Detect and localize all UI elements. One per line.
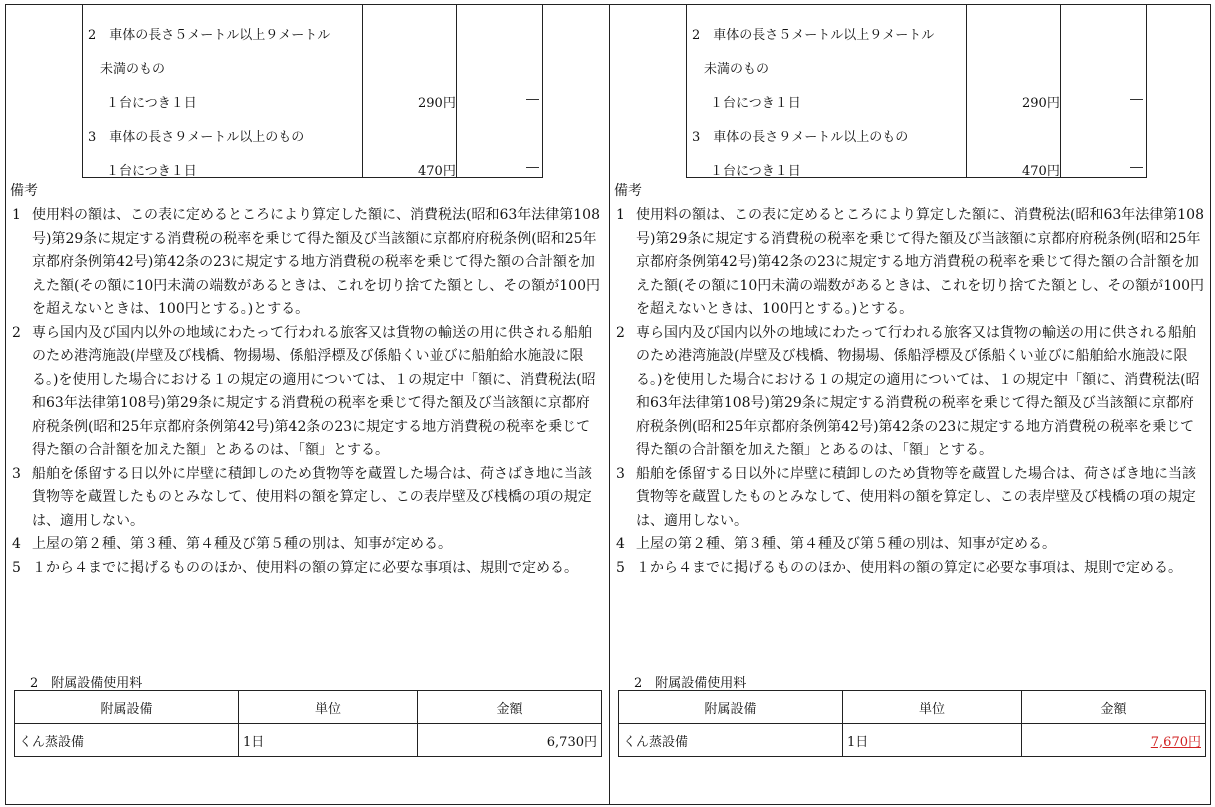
note-item bbox=[614, 322, 1204, 463]
note-number: 2 bbox=[12, 324, 21, 341]
note-item bbox=[614, 557, 1204, 581]
amount-cell-revised bbox=[1022, 724, 1206, 757]
column-header: 附属設備 bbox=[15, 691, 239, 724]
note-number: 4 bbox=[12, 536, 21, 552]
notes-list bbox=[10, 204, 600, 580]
table-row bbox=[15, 724, 602, 757]
note-text: １から４までに掲げるもののほか、使用料の額の算定に必要な事項は、規則で定める。 bbox=[32, 559, 578, 576]
table-header-row bbox=[619, 691, 1206, 724]
note-number: 3 bbox=[616, 465, 625, 482]
table-header-row bbox=[15, 691, 602, 724]
notes-title: 備考 bbox=[614, 183, 642, 199]
section-heading: 2 附属設備使用料 bbox=[634, 676, 747, 691]
note-item bbox=[614, 533, 1204, 557]
dash-mark: ― bbox=[1130, 160, 1143, 175]
dash-mark: ― bbox=[526, 160, 539, 175]
fee-line: １台につき１日 bbox=[106, 164, 197, 179]
note-text: 使用料の額は、この表に定めるところにより算定した額に、消費税法(昭和63年法律第108号)第29条に規定する消費税の税率を乗じて得た額及び当該額に京都府府税条例(昭和25年京都府条例第42号)第42条の23に規定する地方消費税の税率を乗じて得た額の合計額を加えた額(その額に10円未満の端数があるときは、これを切り捨てた額とし、その額が100円を超えないときは、100円とする。)とする。 bbox=[32, 207, 600, 317]
fee-price: 290円 bbox=[418, 96, 456, 111]
note-number: 2 bbox=[616, 324, 625, 341]
unit-cell: 1日 bbox=[239, 724, 418, 757]
facility-cell: くん蒸設備 bbox=[15, 724, 239, 757]
note-item bbox=[10, 204, 600, 322]
facility-cell: くん蒸設備 bbox=[619, 724, 843, 757]
table-border bbox=[966, 4, 967, 178]
note-text: 上屋の第２種、第３種、第４種及び第５種の別は、知事が定める。 bbox=[636, 536, 1056, 552]
fee-line: 3 車体の長さ９メートル以上のもの bbox=[692, 130, 909, 145]
notes-title: 備考 bbox=[10, 183, 38, 199]
note-number: 5 bbox=[616, 559, 625, 576]
note-number: 4 bbox=[616, 536, 625, 552]
note-item bbox=[10, 533, 600, 557]
table-border bbox=[1060, 4, 1061, 178]
right-column bbox=[614, 4, 1214, 804]
notes-list bbox=[614, 204, 1204, 580]
equipment-fee-table bbox=[618, 690, 1206, 757]
fee-line: 2 車体の長さ５メートル以上９メートル bbox=[692, 28, 935, 43]
table-border bbox=[362, 4, 363, 178]
note-text: 専ら国内及び国内以外の地域にわたって行われる旅客又は貨物の輸送の用に供される船舶のため港湾施設(岸壁及び桟橋、物揚場、係船浮標及び係船くい並びに船舶給水施設に限る。)を使用した場合における１の規定の適用については、１の規定中「額に、消費税法(昭和63年法律第108号)第29条に規定する消費税の税率を乗じて得た額及び当該額に京都府府税条例(昭和25年京都府条例第42号)第42条の23に規定する地方消費税の税率を乗じて得た額の合計額を加えた額」とあるのは、「額」とする。 bbox=[32, 324, 596, 458]
fee-line: 未満のもの bbox=[100, 62, 166, 77]
fee-line: １台につき１日 bbox=[710, 164, 801, 179]
unit-cell: 1日 bbox=[843, 724, 1022, 757]
fee-price: 470円 bbox=[418, 164, 456, 179]
section-heading: 2 附属設備使用料 bbox=[30, 676, 143, 691]
note-number: 3 bbox=[12, 465, 21, 482]
table-border bbox=[1146, 4, 1147, 178]
column-header: 単位 bbox=[239, 691, 418, 724]
note-item bbox=[10, 557, 600, 581]
note-text: １から４までに掲げるもののほか、使用料の額の算定に必要な事項は、規則で定める。 bbox=[636, 559, 1182, 576]
column-header: 単位 bbox=[843, 691, 1022, 724]
table-border bbox=[456, 4, 457, 178]
column-header: 金額 bbox=[1022, 691, 1206, 724]
fee-line: １台につき１日 bbox=[710, 96, 801, 111]
amount-cell: 6,730円 bbox=[418, 724, 602, 757]
equipment-fee-table bbox=[14, 690, 602, 757]
fee-line: 3 車体の長さ９メートル以上のもの bbox=[88, 130, 305, 145]
note-text: 上屋の第２種、第３種、第４種及び第５種の別は、知事が定める。 bbox=[32, 536, 452, 552]
fee-line: 2 車体の長さ５メートル以上９メートル bbox=[88, 28, 331, 43]
note-item bbox=[614, 204, 1204, 322]
table-border bbox=[82, 4, 83, 178]
table-row bbox=[619, 724, 1206, 757]
fee-price: 290円 bbox=[1022, 96, 1060, 111]
dash-mark: ― bbox=[526, 92, 539, 107]
note-text: 船舶を係留する日以外に岸壁に積卸しのため貨物等を蔵置した場合は、荷さばき地に当該貨物等を蔵置したものとみなして、使用料の額を算定し、この表岸壁及び桟橋の項の規定は、適用しない。 bbox=[636, 465, 1196, 529]
note-item bbox=[10, 322, 600, 463]
note-item bbox=[614, 463, 1204, 534]
note-text: 専ら国内及び国内以外の地域にわたって行われる旅客又は貨物の輸送の用に供される船舶のため港湾施設(岸壁及び桟橋、物揚場、係船浮標及び係船くい並びに船舶給水施設に限る。)を使用した場合における１の規定の適用については、１の規定中「額に、消費税法(昭和63年法律第108号)第29条に規定する消費税の税率を乗じて得た額及び当該額に京都府府税条例(昭和25年京都府条例第42号)第42条の23に規定する地方消費税の税率を乗じて得た額の合計額を加えた額」とあるのは、「額」とする。 bbox=[636, 324, 1200, 458]
note-text: 船舶を係留する日以外に岸壁に積卸しのため貨物等を蔵置した場合は、荷さばき地に当該貨物等を蔵置したものとみなして、使用料の額を算定し、この表岸壁及び桟橋の項の規定は、適用しない。 bbox=[32, 465, 592, 529]
note-number: 5 bbox=[12, 559, 21, 576]
changed-amount: 7,670円 bbox=[1150, 734, 1201, 750]
note-number: 1 bbox=[12, 207, 21, 223]
dash-mark: ― bbox=[1130, 92, 1143, 107]
table-border bbox=[686, 4, 687, 178]
note-text: 使用料の額は、この表に定めるところにより算定した額に、消費税法(昭和63年法律第108号)第29条に規定する消費税の税率を乗じて得た額及び当該額に京都府府税条例(昭和25年京都府条例第42号)第42条の23に規定する地方消費税の税率を乗じて得た額の合計額を加えた額(その額に10円未満の端数があるときは、これを切り捨てた額とし、その額が100円を超えないときは、100円とする。)とする。 bbox=[636, 207, 1204, 317]
fee-price: 470円 bbox=[1022, 164, 1060, 179]
column-header: 附属設備 bbox=[619, 691, 843, 724]
note-number: 1 bbox=[616, 207, 625, 223]
fee-line: 未満のもの bbox=[704, 62, 770, 77]
left-column bbox=[10, 4, 610, 804]
table-border bbox=[542, 4, 543, 178]
column-header: 金額 bbox=[418, 691, 602, 724]
note-item bbox=[10, 463, 600, 534]
fee-line: １台につき１日 bbox=[106, 96, 197, 111]
